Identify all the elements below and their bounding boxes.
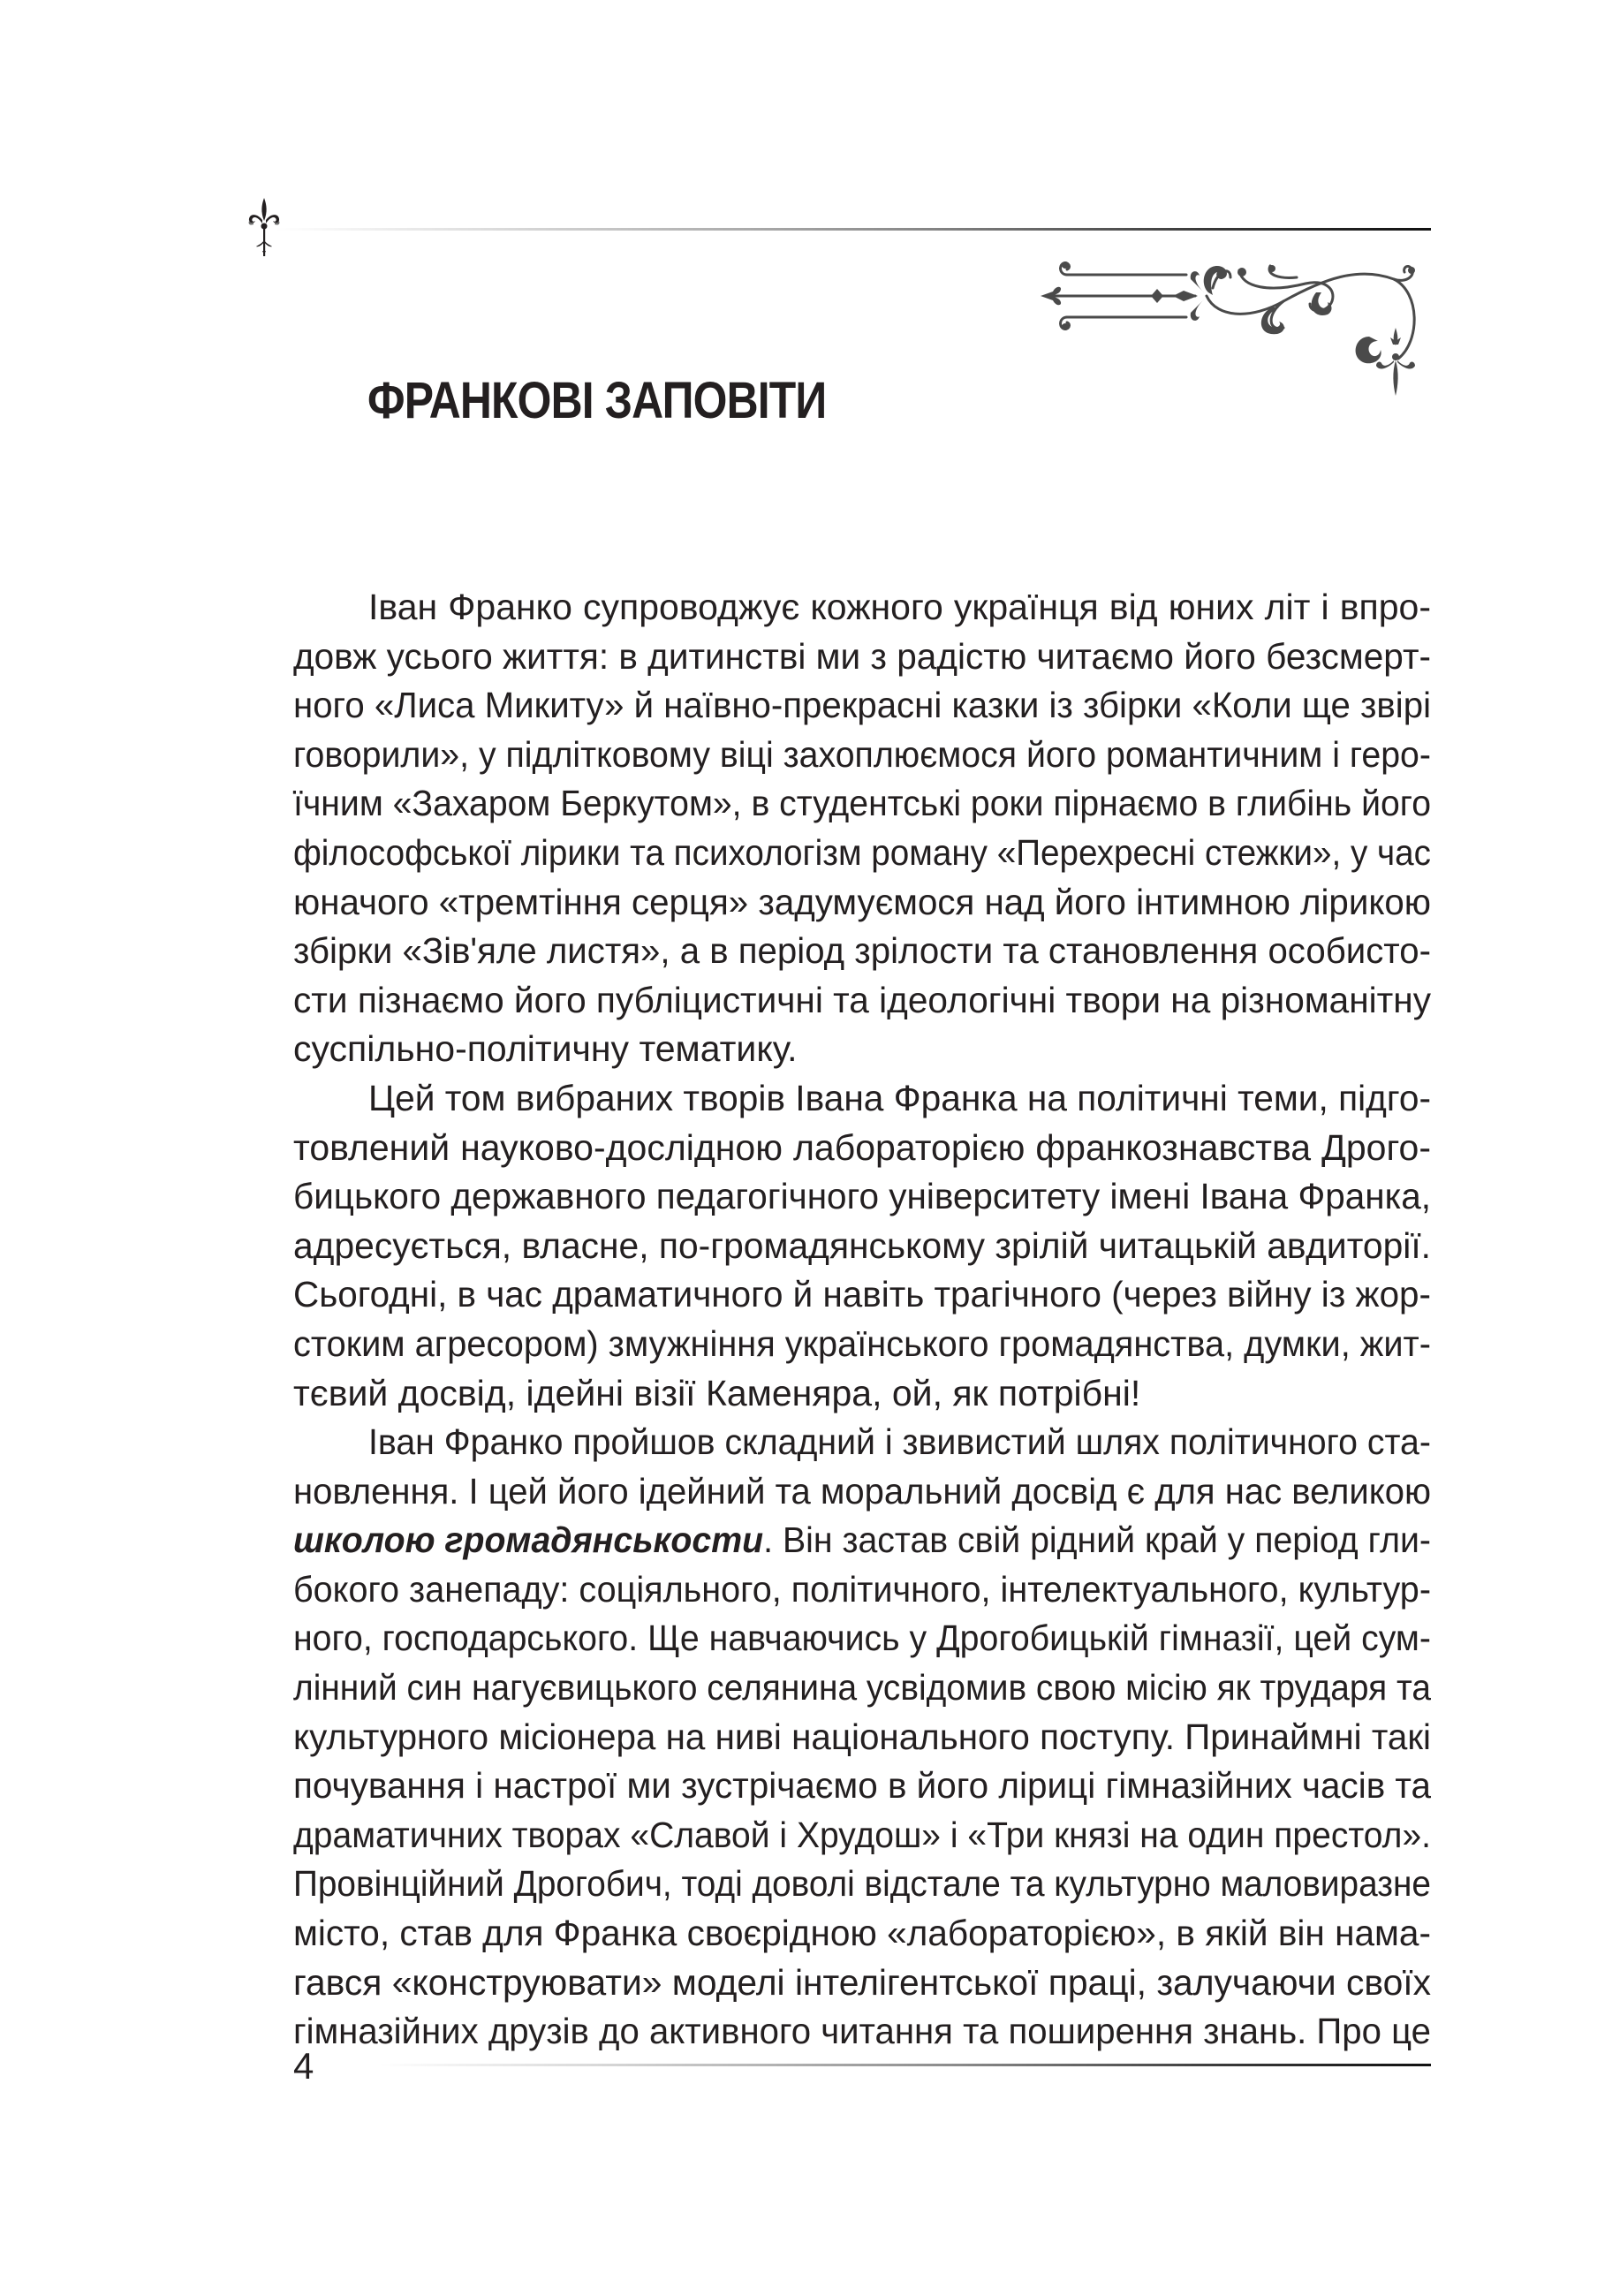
text-line: Іван Франко пройшов складний і звивистий шлях політичного ста- <box>368 1421 1431 1463</box>
page-title: ФРАНКОВІ ЗАПОВІТИ <box>367 372 827 429</box>
text-line: довж усього життя: в дитинстві ми з радістю читаємо його безсмерт- <box>293 635 1431 677</box>
text-line <box>293 1516 1431 1565</box>
paragraph-3 <box>293 1418 1431 2057</box>
text-line: їчним «Захаром Беркутом», в студентські роки пірнаємо в глибінь його <box>293 783 1431 824</box>
text-line: ного, господарського. Ще навчаючись у Дрогобицькій гімназії, цей сум- <box>293 1618 1431 1659</box>
paragraph-1 <box>293 583 1431 1074</box>
text-line: ного «Лиса Микиту» й наївно-прекрасні казки із збірки «Коли ще звірі <box>293 685 1431 726</box>
text-line: говорили», у підлітковому віці захоплюємося його романтичним і геро- <box>293 733 1431 775</box>
footer-rule <box>380 2064 1431 2066</box>
text-line: товлений науково-дослідною лабораторією франкознавства Дрого- <box>293 1126 1431 1168</box>
text-line: стоким агресором) змужніння українського громадянства, думки, жит- <box>293 1322 1431 1364</box>
text-line: лінний син нагуєвицького селянина усвідомив свою місію як трударя та <box>293 1667 1431 1709</box>
text-line: Цей том вибраних творів Івана Франка на політичні теми, підго- <box>368 1077 1431 1118</box>
fleur-de-lis-icon <box>246 196 283 260</box>
corner-ornament-icon <box>1041 253 1438 398</box>
text-line: адресується, власне, по-громадянському зрілій читацькій авдиторії. <box>293 1224 1431 1266</box>
text-line: Сьогодні, в час драматичного й навіть трагічного (через війну із жор- <box>293 1274 1431 1315</box>
text-line: гався «конструювати» моделі інтелігентської праці, залучаючи своїх <box>293 1961 1431 2003</box>
text-line: почування і настрої ми зустрічаємо в його ліриці гімназійних часів та <box>293 1765 1431 1807</box>
text-line: Провінційний Дрогобич, тоді доволі відстале та культурно маловиразне <box>293 1863 1431 1905</box>
text-line: філософської лірики та психологізм роману «Перехресні стежки», у час <box>293 831 1431 873</box>
text-line: тєвий досвід, ідейні візії Каменяра, ой, як потрібні! <box>293 1372 1141 1413</box>
text-line: місто, став для Франка своєрідною «лабораторією», в якій він нама- <box>293 1913 1431 1954</box>
text-line: культурного місіонера на ниві національного поступу. Принаймні такі <box>293 1716 1431 1757</box>
page-number: 4 <box>293 2045 314 2087</box>
text-line: збірки «Зів'яле листя», а в період зрілости та становлення особисто- <box>293 930 1431 972</box>
text-line: драматичних творах «Славой і Хрудош» і «Три князі на один престол». <box>293 1814 1431 1855</box>
text-line: юначого «тремтіння серця» задумуємося над його інтимною лірикою <box>293 881 1431 922</box>
text-line: суспільно-політичну тематику. <box>293 1028 798 1070</box>
emphasized-phrase: школою громадянськости <box>293 1519 764 1561</box>
text-line: Іван Франко супроводжує кожного українця від юних літ і впро- <box>368 587 1431 627</box>
text-line: новлення. І цей його ідейний та моральний досвід є для нас великою <box>293 1470 1431 1512</box>
text-line: бокого занепаду: соціяльного, політичного, інтелектуального, культур- <box>293 1568 1431 1610</box>
body-text <box>293 583 1431 2057</box>
text-span: . Він застав свій рідний край у період гли- <box>763 1519 1431 1561</box>
header-rule <box>276 228 1431 231</box>
paragraph-2 <box>293 1074 1431 1418</box>
text-line: бицького державного педагогічного університету імені Івана Франка, <box>293 1176 1431 1217</box>
text-line: гімназійних друзів до активного читання та поширення знань. Про це <box>293 2011 1431 2052</box>
text-line: сти пізнаємо його публіцистичні та ідеологічні твори на різноманітну <box>293 979 1431 1020</box>
